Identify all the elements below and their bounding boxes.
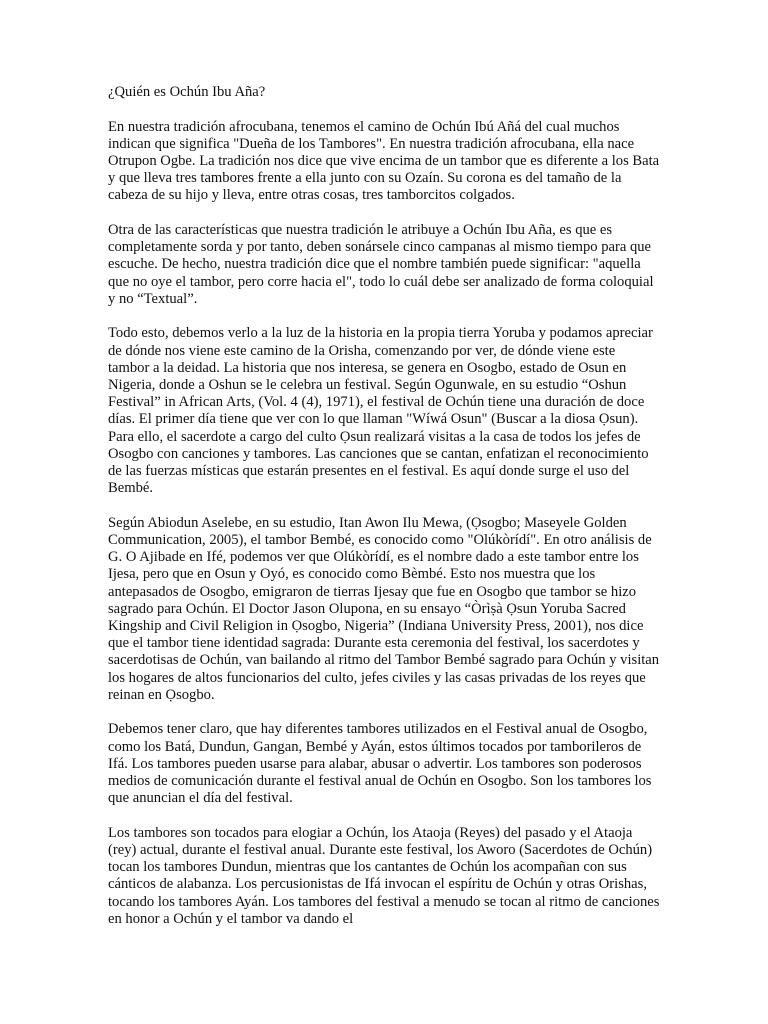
paragraph-bembe-drum: Según Abiodun Aselebe, en su estudio, Itan Awon Ilu Mewa, (Ọsogbo; Maseyele Golden Communication, 2005), el tambor Bembé, es conocido como "Olúkòrídí". En otro análisis de G. O Ajibade en Ifé, podemos ver que Olúkòrídí, es el nombre dado a este tambor entre los Ijesa, pero que en Osun y Oyó, es conocido como Bèmbé. Esto nos muestra que los antepasados de Osogbo, emigraron de tierras Ijesay que fue en Osogbo que tambor se hizo sagrado para Ochún. El Doctor Jason Olupona, en su ensayo “Òrìṣà Ọsun Yoruba Sacred Kingship and Civil Religion in Ọsogbo, Nigeria” (Indiana University Press, 2001), nos dice que el tambor tiene identidad sagrada: Durante esta ceremonia del festival, los sacerdotes y sacerdotisas de Ochún, van bailando al ritmo del Tambor Bembé sagrado para Ochún y visitan los hogares de altos funcionarios del culto, jefes civiles y las casas privadas de los reyes que reinan en Ọsogbo.: [108, 514, 660, 703]
paragraph-osogbo-festival: Todo esto, debemos verlo a la luz de la historia en la propia tierra Yoruba y podamos apreciar de dónde nos viene este camino de la Orisha, comenzando por ver, de dónde viene este tambor a la deidad. La historia que nos interesa, se genera en Osogbo, estado de Osun en Nigeria, donde a Oshun se le celebra un festival. Según Ogunwale, en su estudio “Oshun Festival” in African Arts, (Vol. 4 (4), 1971), el festival de Ochún tiene una duración de doce días. El primer día tiene que ver con lo que llaman "Wíwá Osun" (Buscar a la diosa Ọsun). Para ello, el sacerdote a cargo del culto Ọsun realizará visitas a la casa de todos los jefes de Osogbo con canciones y tambores. Las canciones que se cantan, enfatizan el reconocimiento de las fuerzas místicas que estarán presentes en el festival. Es aquí donde surge el uso del Bembé.: [108, 325, 653, 497]
document-title: ¿Quién es Ochún Ibu Aña?: [108, 84, 266, 100]
paragraph-deafness: Otra de las características que nuestra tradición le atribuye a Ochún Ibu Aña, es que es completamente sorda y por tanto, deben sonársele cinco campanas al mismo tiempo para que escuche. De hecho, nuestra tradición dice que el nombre también puede significar: "aquella que no oye el tambor, pero corre hacia el", todo lo cuál debe ser analizado de forma coloquial y no “Textual”.: [108, 222, 654, 307]
paragraph-drum-types: Debemos tener claro, que hay diferentes tambores utilizados en el Festival anual de Osogbo, como los Batá, Dundun, Gangan, Bembé y Ayán, estos últimos tocados por tamborileros de Ifá. Los tambores pueden usarse para alabar, abusar o advertir. Los tambores son poderosos medios de comunicación durante el festival anual de Ochún en Osogbo. Son los tambores los que anuncian el día del festival.: [108, 721, 652, 807]
paragraph-drum-praise: Los tambores son tocados para elogiar a Ochún, los Ataoja (Reyes) del pasado y el Ataoja (rey) actual, durante el festival anual. Durante este festival, los Aworo (Sacerdotes de Ochún) tocan los tambores Dundun, mientras que los cantantes de Ochún los acompañan con sus cánticos de alabanza. Los percusionistas de Ifá invocan el espíritu de Ochún y otras Orishas, tocando los tambores Ayán. Los tambores del festival a menudo se tocan al ritmo de canciones en honor a Ochún y el tambor va dando el: [108, 824, 660, 927]
document-page: [108, 84, 660, 945]
paragraph-ibu-ana-origin: En nuestra tradición afrocubana, tenemos el camino de Ochún Ibú Añá del cual muchos indican que significa "Dueña de los Tambores". En nuestra tradición afrocubana, ella nace Otrupon Ogbe. La tradición nos dice que vive encima de un tambor que es diferente a los Bata y que lleva tres tambores frente a ella junto con su Ozaín. Su corona es del tamaño de la cabeza de su hijo y lleva, entre otras cosas, tres tamborcitos colgados.: [108, 118, 660, 204]
